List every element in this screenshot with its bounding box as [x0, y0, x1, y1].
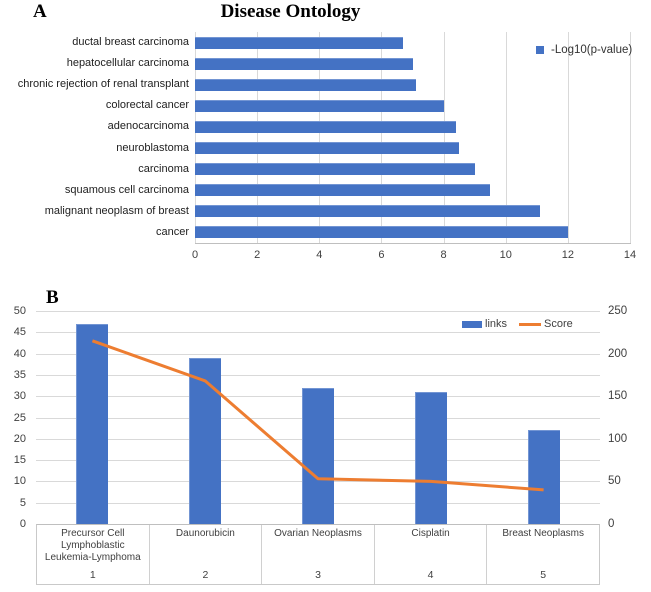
left-tick-label: 50: [13, 305, 26, 317]
right-tick-label: 200: [608, 347, 628, 360]
gridline: [36, 332, 600, 333]
chart-a-legend: [536, 44, 632, 56]
table-cell: [487, 525, 599, 584]
bar: [195, 226, 568, 238]
bar: [195, 121, 456, 133]
category-label: adenocarcinoma: [107, 120, 189, 133]
category-label: colorectal cancer: [105, 99, 189, 112]
category-rank: 1: [89, 569, 96, 581]
x-tick-label: 12: [561, 249, 574, 261]
left-tick-label: 45: [13, 326, 26, 339]
chart-a-category-labels: [6, 32, 189, 243]
left-tick-label: 25: [13, 411, 26, 424]
left-tick-label: 5: [19, 496, 26, 509]
chart-a-x-axis-line: [195, 243, 631, 244]
right-tick-label: 100: [608, 432, 628, 445]
x-tick-label: 2: [254, 249, 261, 261]
right-tick-label: 150: [608, 390, 628, 403]
chart-b-category-table: [36, 524, 600, 585]
table-cell: [37, 525, 150, 584]
left-tick-label: 35: [13, 368, 26, 381]
x-tick-label: 10: [499, 249, 512, 261]
legend-score-label: Score: [544, 318, 573, 330]
left-tick-label: 30: [13, 390, 26, 403]
category-rank: 3: [315, 569, 321, 581]
legend-item-score: [519, 318, 573, 330]
x-tick-label: 8: [440, 249, 447, 261]
gridline: [36, 375, 600, 376]
category-name: Precursor Cell Lymphoblastic Leukemia-Lymphoma: [44, 528, 141, 563]
table-cell: [375, 525, 488, 584]
chart-a-x-ticks: [191, 249, 637, 263]
gridline: [36, 311, 600, 312]
bar: [195, 205, 540, 217]
left-tick-label: 40: [13, 347, 26, 360]
category-label: malignant neoplasm of breast: [44, 204, 189, 217]
bar: [195, 163, 475, 175]
right-tick-label: 50: [608, 475, 621, 488]
gridline: [36, 354, 600, 355]
bar: [195, 142, 459, 154]
category-name: Ovarian Neoplasms: [274, 528, 362, 539]
right-tick-label: 250: [608, 305, 628, 317]
category-label: squamous cell carcinoma: [64, 183, 189, 196]
category-label: hepatocellular carcinoma: [66, 57, 189, 70]
panel-a-label: A: [33, 1, 47, 22]
x-tick-label: 0: [191, 249, 199, 261]
right-tick-label: 0: [608, 518, 615, 530]
chart-a-title: Disease Ontology: [220, 1, 361, 22]
category-rank: 4: [427, 569, 434, 581]
bar: [195, 79, 416, 91]
legend-line-swatch: [519, 323, 541, 326]
chart-b-plot-area: [36, 311, 600, 524]
bar: [195, 37, 403, 49]
category-name: Breast Neoplasms: [502, 528, 585, 539]
bar: [302, 388, 334, 524]
bar: [528, 430, 560, 524]
category-label: neuroblastoma: [116, 141, 189, 154]
x-tick-label: 14: [623, 249, 637, 261]
gridline: [630, 32, 631, 243]
table-cell: [262, 525, 375, 584]
chart-b-legend: [462, 318, 573, 330]
bar: [415, 392, 447, 524]
category-name: Daunorubicin: [175, 528, 235, 539]
legend-bar-swatch: [462, 321, 482, 328]
legend-item-links: [462, 318, 507, 330]
left-tick-label: 15: [13, 454, 26, 467]
legend-links-label: links: [485, 318, 508, 330]
chart-b-right-axis-ticks: [608, 305, 648, 530]
chart-a-plot-area: [195, 32, 633, 243]
x-tick-label: 4: [316, 249, 323, 261]
legend-label: -Log10(p-value): [551, 44, 633, 56]
x-tick-label: 6: [378, 249, 385, 261]
bar: [195, 100, 444, 112]
left-tick-label: 20: [13, 432, 26, 445]
category-rank: 5: [540, 569, 547, 581]
bar: [76, 324, 108, 524]
chart-b-left-axis-ticks: [0, 305, 26, 530]
left-tick-label: 10: [13, 475, 26, 488]
category-label: carcinoma: [138, 162, 189, 175]
legend-swatch-blue: [536, 46, 544, 54]
bar: [195, 184, 490, 196]
bar: [195, 58, 413, 70]
left-tick-label: 0: [19, 518, 26, 530]
category-label: cancer: [155, 225, 189, 238]
category-rank: 2: [202, 569, 209, 581]
gridline: [568, 32, 569, 243]
category-label: chronic rejection of renal transplant: [17, 78, 189, 91]
panel-b-label: B: [46, 287, 59, 308]
category-name: Cisplatin: [411, 528, 450, 539]
category-label: ductal breast carcinoma: [72, 36, 189, 49]
table-cell: [150, 525, 263, 584]
bar: [189, 358, 221, 524]
